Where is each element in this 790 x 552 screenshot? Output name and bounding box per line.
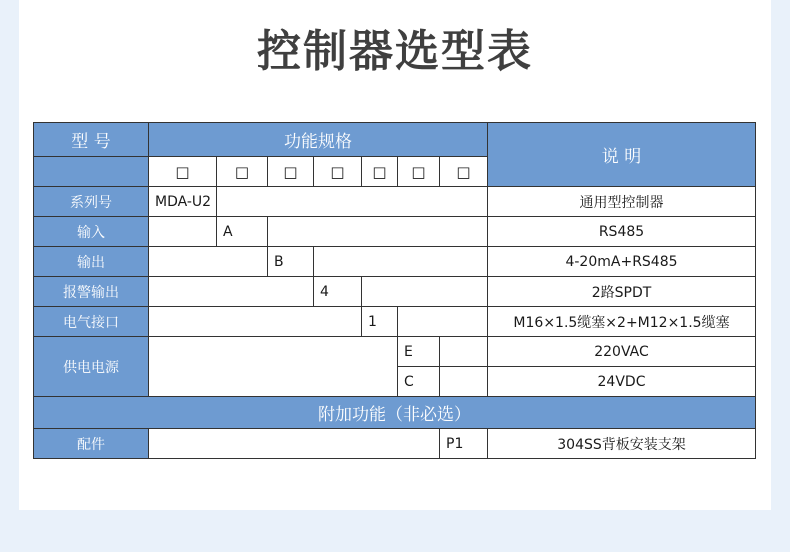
header-spec: 功能规格	[149, 123, 488, 157]
code-box-6: □	[398, 157, 440, 187]
row-label-output: 输出	[34, 247, 149, 277]
electrical-blank-right	[398, 307, 488, 337]
power-code-e: E	[398, 337, 440, 367]
code-box-5: □	[362, 157, 398, 187]
selection-table	[33, 122, 756, 459]
input-desc: RS485	[488, 217, 756, 247]
addon-section-title: 附加功能（非必选）	[34, 397, 756, 429]
power-desc-c: 24VDC	[488, 367, 756, 397]
input-code: A	[217, 217, 268, 247]
power-code-c: C	[398, 367, 440, 397]
accessory-blank	[149, 429, 440, 459]
power-blank	[149, 337, 398, 397]
power-blank-c	[440, 367, 488, 397]
accessory-desc: 304SS背板安装支架	[488, 429, 756, 459]
code-box-7: □	[440, 157, 488, 187]
power-desc-e: 220VAC	[488, 337, 756, 367]
electrical-code: 1	[362, 307, 398, 337]
row-label-electrical: 电气接口	[34, 307, 149, 337]
header-model: 型 号	[34, 123, 149, 157]
header-desc: 说 明	[488, 123, 756, 187]
alarm-blank-left	[149, 277, 314, 307]
alarm-desc: 2路SPDT	[488, 277, 756, 307]
code-box-2: □	[217, 157, 268, 187]
series-blank	[217, 187, 488, 217]
output-blank-left	[149, 247, 268, 277]
code-box-4: □	[314, 157, 362, 187]
input-blank-right	[268, 217, 488, 247]
code-box-3: □	[268, 157, 314, 187]
alarm-blank-right	[362, 277, 488, 307]
output-code: B	[268, 247, 314, 277]
electrical-blank-left	[149, 307, 362, 337]
output-blank-right	[314, 247, 488, 277]
row-label-input: 输入	[34, 217, 149, 247]
row-label-accessory: 配件	[34, 429, 149, 459]
power-blank-e	[440, 337, 488, 367]
row-label-series: 系列号	[34, 187, 149, 217]
alarm-code: 4	[314, 277, 362, 307]
electrical-desc: M16×1.5缆塞×2+M12×1.5缆塞	[488, 307, 756, 337]
accessory-code: P1	[440, 429, 488, 459]
output-desc: 4-20mA+RS485	[488, 247, 756, 277]
page-title: 控制器选型表	[257, 26, 533, 77]
input-blank-left	[149, 217, 217, 247]
row-label-power: 供电电源	[34, 337, 149, 397]
series-code: MDA-U2	[149, 187, 217, 217]
series-desc: 通用型控制器	[488, 187, 756, 217]
header-blank	[34, 157, 149, 187]
code-box-1: □	[149, 157, 217, 187]
row-label-alarm: 报警输出	[34, 277, 149, 307]
